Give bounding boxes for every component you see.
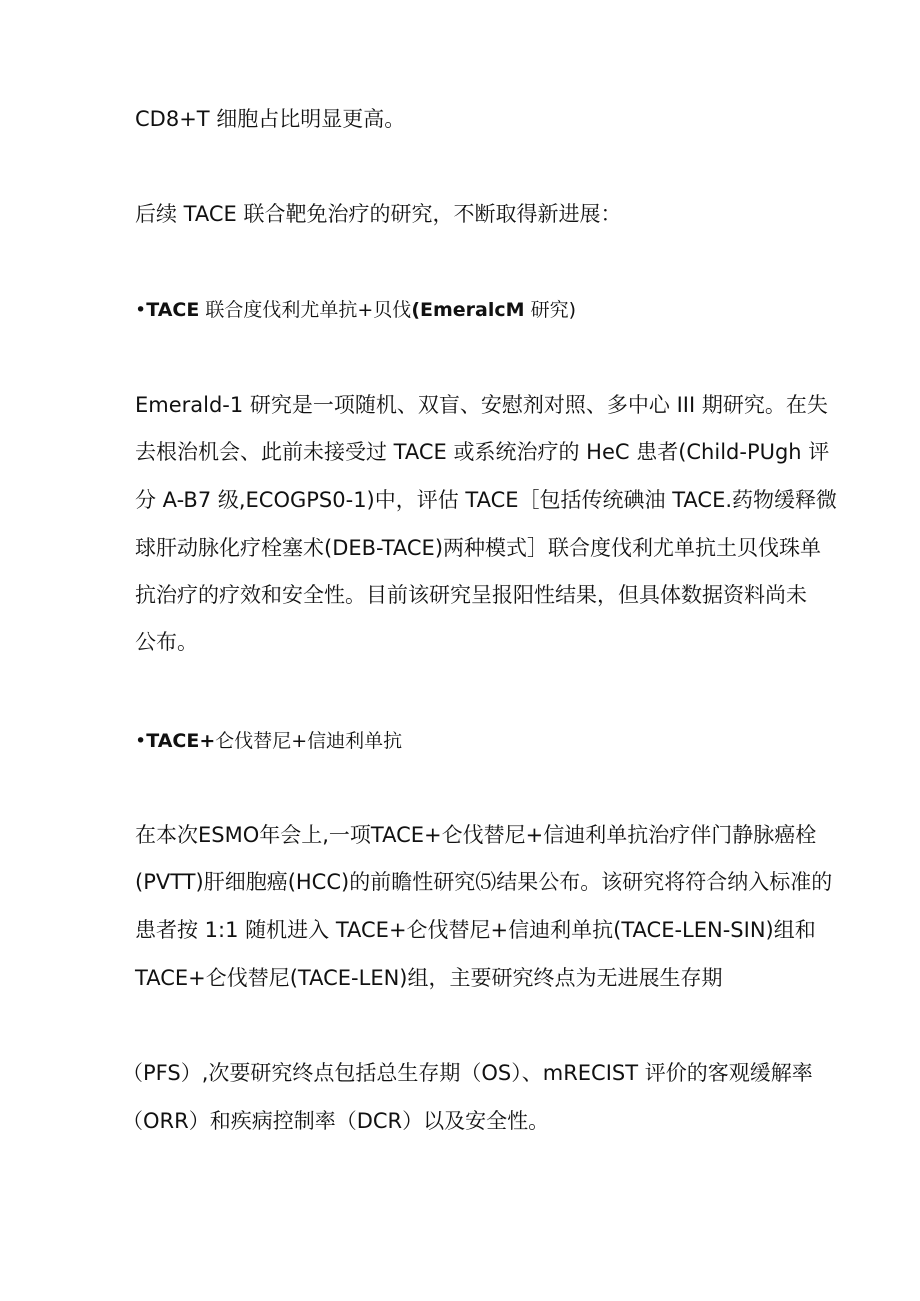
heading-text: 研究) [524,299,576,321]
paragraph-line: 分 A-B7 级,ECOGPS0-1)中，评估 TACE［包括传统碘油 TACE.药物缓释微 [135,488,838,512]
section-heading-emerald [135,295,576,325]
lead-in-line: 后续 TACE 联合靶免治疗的研究，不断取得新进展： [135,202,622,226]
heading-text: 联合度伐利尤单抗+贝伐 [199,299,412,321]
heading-text: 仑伐替尼+信迪利单抗 [215,730,403,752]
paragraph-line: 去根治机会、此前未接受过 TACE 或系统治疗的 HeC 患者(Child-PUgh 评 [135,440,830,464]
paragraph-line: (PVTT)肝细胞癌(HCC)的前瞻性研究⑸结果公布。该研究将符合纳入标准的 [135,870,833,894]
paragraph-line: 抗治疗的疗效和安全性。目前该研究呈报阳性结果，但具体数据资料尚未 [135,583,807,607]
paragraph-line: 在本次ESMO年会上,一项TACE+仑伐替尼+信迪利单抗治疗伴门静脉癌栓 [135,823,817,847]
intro-line: CD8+T 细胞占比明显更高。 [135,107,406,131]
paragraph-line: （ORR）和疾病控制率（DCR）以及安全性。 [122,1109,550,1133]
paragraph-line: 球肝动脉化疗栓塞术(DEB-TACE)两种模式］联合度伐利尤单抗土贝伐珠单 [135,536,822,560]
paragraph-line: （PFS）,次要研究终点包括总生存期（OS）、mRECIST 评价的客观缓解率 [122,1061,813,1085]
heading-term: (EmeralcM [411,299,525,321]
bullet: • [135,299,147,321]
section-heading-lenvatinib [135,726,402,756]
paragraph-line: TACE+仑伐替尼(TACE-LEN)组，主要研究终点为无进展生存期 [135,966,723,990]
heading-term: TACE+ [146,730,216,752]
paragraph-line: Emerald-1 研究是一项随机、双盲、安慰剂对照、多中心 III 期研究。在失 [135,393,828,417]
bullet: • [135,730,147,752]
heading-term: TACE [146,299,200,321]
paragraph-line: 患者按 1:1 随机进入 TACE+仑伐替尼+信迪利单抗(TACE-LEN-SIN)组和 [135,918,816,942]
paragraph-line: 公布。 [135,630,198,654]
